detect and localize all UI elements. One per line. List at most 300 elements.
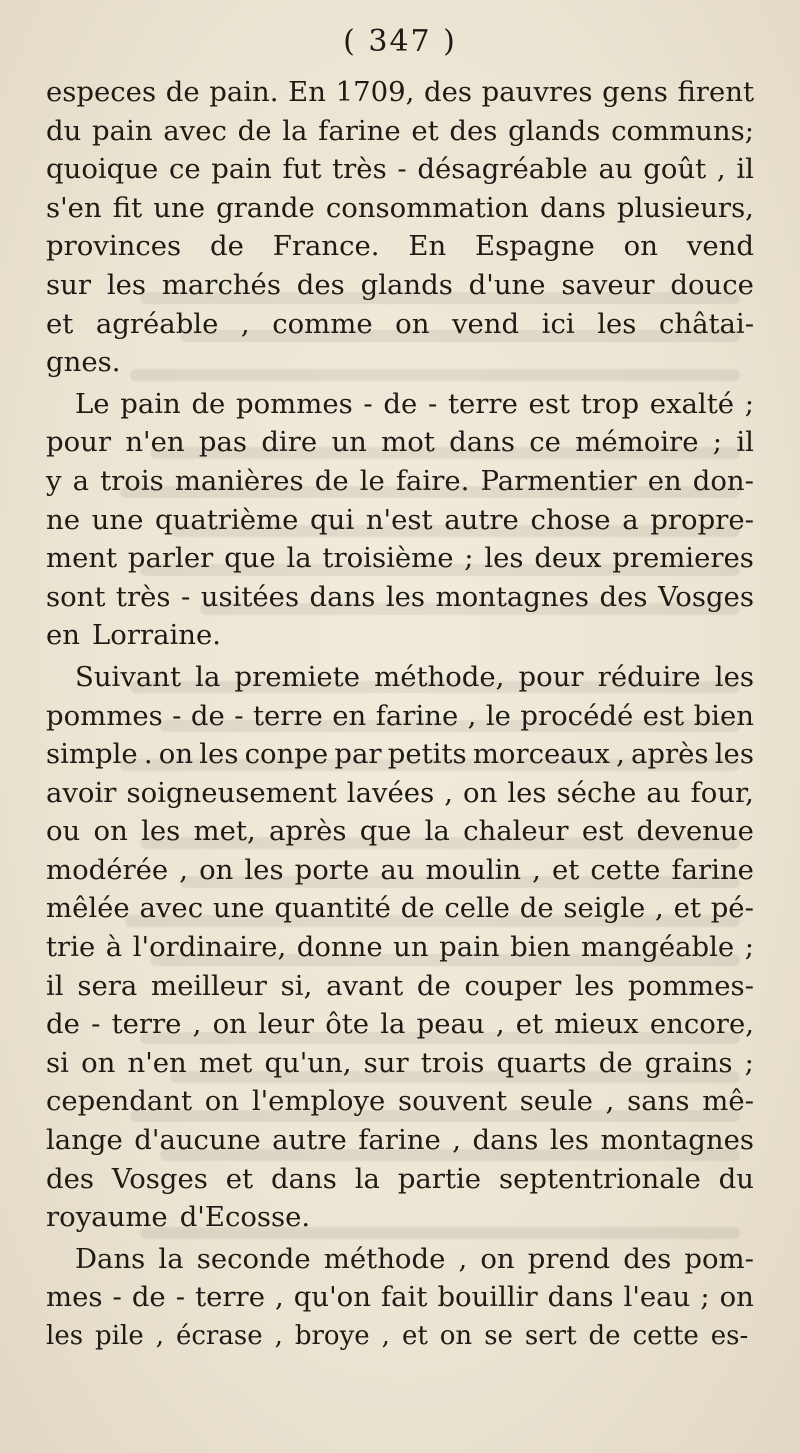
word: conpe: [244, 738, 329, 771]
word: on: [719, 1281, 754, 1314]
word: bien: [693, 699, 754, 732]
word: du: [718, 1162, 754, 1195]
word: farine: [375, 699, 459, 732]
word: communs;: [611, 114, 754, 147]
text-line: [46, 73, 754, 112]
word: cette: [590, 853, 661, 886]
word: s'en: [46, 191, 102, 224]
word: chaleur: [463, 815, 569, 848]
word: goût: [643, 153, 707, 186]
word: au: [598, 153, 633, 186]
word: méthode: [323, 1242, 446, 1275]
word: mê-: [702, 1085, 754, 1118]
word: la: [286, 542, 312, 575]
word: especes: [46, 76, 157, 108]
word: l'employe: [251, 1085, 386, 1118]
word: on: [395, 307, 430, 340]
word: trois: [100, 464, 164, 497]
word: propre-: [650, 503, 754, 536]
word: mieux: [554, 1008, 639, 1041]
word: écrase: [175, 1321, 263, 1351]
word: pain: [211, 153, 272, 186]
word: une: [212, 892, 265, 925]
word: autre: [444, 503, 519, 536]
word: la: [195, 660, 221, 693]
word: gens: [602, 76, 668, 108]
word: terre: [447, 387, 518, 420]
word: premieres: [612, 542, 754, 575]
word: partie: [397, 1162, 482, 1195]
text-line: [46, 851, 754, 890]
word: en: [332, 699, 367, 732]
word: dans: [472, 1124, 539, 1157]
word: cette: [632, 1321, 699, 1351]
word: royaume: [46, 1201, 168, 1234]
word: et: [46, 307, 74, 340]
text-line: [46, 189, 754, 228]
word: les: [141, 815, 181, 848]
word: ,: [179, 853, 189, 886]
word: de: [519, 892, 554, 925]
text-line: [46, 266, 754, 305]
word: chose: [530, 503, 611, 536]
word: de: [237, 114, 272, 147]
word: des: [296, 268, 345, 301]
word: on: [480, 1242, 515, 1275]
word: pom-: [684, 1242, 754, 1275]
word: encore,: [649, 1008, 754, 1041]
word: septentrionale: [498, 1162, 701, 1195]
text-line: [46, 1005, 754, 1044]
word: pain: [120, 387, 181, 420]
text-line: [46, 967, 754, 1006]
word: il: [736, 153, 754, 186]
word: très: [332, 153, 387, 186]
word: -: [91, 1008, 101, 1041]
word: fut: [282, 153, 322, 186]
word: une: [91, 503, 144, 536]
word: sur: [363, 1046, 409, 1079]
word: broye: [294, 1321, 370, 1351]
word: n'en: [127, 1046, 187, 1079]
word: don-: [692, 464, 754, 497]
word: -: [172, 699, 182, 732]
word: ,: [655, 892, 664, 925]
word: du: [46, 114, 82, 147]
body-text: [46, 73, 754, 1356]
word: et: [411, 114, 439, 147]
word: les: [244, 853, 284, 886]
word: les: [106, 268, 146, 301]
word: très: [115, 580, 171, 613]
word: bouillir: [437, 1281, 538, 1314]
word: ,: [532, 853, 541, 886]
word: pauvres: [481, 76, 593, 108]
word: l'ordinaire,: [132, 931, 287, 964]
word: la: [424, 815, 450, 848]
word: pain: [439, 931, 500, 964]
word: plusieurs,: [616, 191, 754, 224]
word: ,: [458, 1242, 468, 1275]
word: farine: [358, 1124, 441, 1157]
text-line: [46, 616, 754, 655]
word: exalté: [649, 387, 735, 420]
word: four,: [690, 776, 754, 809]
word: seule: [519, 1085, 593, 1118]
word: les: [714, 738, 754, 771]
word: on: [199, 853, 234, 886]
text-line: [46, 423, 754, 462]
word: de: [131, 1281, 166, 1314]
text-line: [46, 812, 754, 851]
word: ne: [46, 503, 80, 536]
word: d'Ecosse.: [179, 1201, 311, 1234]
word: met,: [193, 815, 256, 848]
word: avant: [326, 969, 404, 1002]
word: Suivant: [75, 660, 182, 693]
word: d'aucune: [134, 1124, 261, 1157]
word: et: [225, 1162, 254, 1195]
word: le: [359, 464, 385, 497]
word: qu'on: [293, 1281, 371, 1314]
word: farine: [671, 853, 754, 886]
text-line: [46, 343, 754, 382]
word: pile: [95, 1321, 144, 1351]
text-line: [46, 227, 754, 266]
word: de: [191, 387, 226, 420]
word: cependant: [46, 1085, 193, 1118]
word: a: [72, 464, 90, 497]
word: quoique: [46, 153, 159, 186]
word: ,: [616, 738, 625, 771]
word: dans: [547, 1281, 614, 1314]
word: dans: [309, 580, 376, 613]
word: pas: [198, 426, 248, 459]
word: avec: [139, 892, 204, 925]
word: d'une: [468, 268, 546, 301]
word: ,: [274, 1321, 283, 1351]
word: on: [158, 738, 194, 771]
text-line: [46, 928, 754, 967]
word: on: [623, 230, 658, 263]
word: pour: [518, 660, 584, 693]
word: des: [599, 580, 648, 613]
word: troisième: [322, 542, 454, 575]
word: de: [588, 1321, 621, 1351]
word: méthode,: [374, 660, 505, 693]
word: les: [575, 969, 615, 1002]
word: des: [46, 1162, 94, 1195]
page-number: ( 347 ): [343, 24, 457, 59]
word: donne: [296, 931, 383, 964]
word: on: [463, 776, 498, 809]
word: ce: [529, 426, 561, 459]
word: ou: [46, 815, 81, 848]
word: ôte: [325, 1008, 370, 1041]
word: quantité: [274, 892, 391, 925]
word: simple: [46, 738, 138, 771]
word: châtai-: [658, 307, 754, 340]
word: a: [622, 503, 639, 536]
word: les: [549, 1124, 589, 1157]
word: mêlée: [46, 892, 130, 925]
word: petits: [387, 738, 467, 771]
word: lange: [46, 1124, 123, 1157]
word: la: [282, 114, 308, 147]
word: une: [153, 191, 205, 224]
word: un: [331, 426, 367, 459]
word: -: [363, 387, 373, 420]
word: grande: [216, 191, 315, 224]
word: des: [623, 1242, 672, 1275]
word: terre: [111, 1008, 182, 1041]
word: premiete: [234, 660, 360, 693]
word: qu'un,: [264, 1046, 352, 1079]
word: soigneusement: [126, 776, 337, 809]
word: seconde: [196, 1242, 311, 1275]
word: marchés: [161, 268, 281, 301]
word: En: [408, 230, 447, 263]
word: désagréable: [417, 153, 588, 186]
word: es-: [710, 1321, 749, 1351]
word: souvent: [398, 1085, 507, 1118]
word: ,: [495, 1008, 505, 1041]
text-line: [46, 1160, 754, 1199]
word: dire: [261, 426, 318, 459]
word: pain.: [209, 76, 279, 108]
word: ,: [192, 1008, 202, 1041]
word: ce: [168, 153, 201, 186]
word: dans: [271, 1162, 337, 1195]
word: Vosges: [657, 580, 754, 613]
word: Parmentier: [480, 464, 637, 497]
text-line: [46, 385, 754, 424]
word: ,: [444, 776, 453, 809]
word: procédé: [520, 699, 634, 732]
word: modérée: [46, 853, 169, 886]
word: grains: [644, 1046, 733, 1079]
word: -: [175, 1281, 186, 1314]
word: mangéable: [581, 931, 735, 964]
word: farine: [318, 114, 401, 147]
word: un: [393, 931, 429, 964]
word: montagnes: [435, 580, 589, 613]
word: prend: [527, 1242, 611, 1275]
word: saveur: [561, 268, 655, 301]
word: de: [190, 699, 225, 732]
word: Vosges: [111, 1162, 208, 1195]
word: ;: [464, 542, 474, 575]
word: sert: [524, 1321, 577, 1351]
word: les: [484, 542, 524, 575]
text-line: [46, 1317, 754, 1356]
word: agréable: [95, 307, 219, 340]
word: fit: [112, 191, 143, 224]
word: -: [112, 1281, 122, 1314]
word: le: [485, 699, 511, 732]
word: les: [199, 738, 239, 771]
text-line: [46, 462, 754, 501]
paragraph: [46, 73, 754, 382]
word: ,: [155, 1321, 164, 1351]
word: et: [401, 1321, 428, 1351]
word: pé-: [710, 892, 754, 925]
word: en: [46, 619, 80, 652]
word: couper: [464, 969, 562, 1002]
word: ,: [275, 1281, 284, 1314]
word: mes: [46, 1281, 103, 1314]
word: les: [46, 1321, 84, 1351]
word: ,: [240, 307, 250, 340]
word: l'eau: [623, 1281, 691, 1314]
word: ,: [716, 153, 726, 186]
word: Espagne: [475, 230, 595, 263]
word: après: [268, 815, 347, 848]
paragraph: [46, 385, 754, 655]
word: douce: [670, 268, 754, 301]
word: seigle: [563, 892, 646, 925]
word: lavées: [346, 776, 435, 809]
word: les: [714, 660, 754, 693]
word: est: [642, 699, 685, 732]
word: sont: [46, 580, 106, 613]
text-line: [46, 539, 754, 578]
text-line: [46, 1278, 754, 1317]
word: trie: [46, 931, 96, 964]
word: il: [46, 969, 64, 1002]
text-line: [46, 1082, 754, 1121]
word: quarts: [496, 1046, 587, 1079]
word: ,: [381, 1321, 390, 1351]
word: des: [449, 114, 498, 147]
word: dans: [540, 191, 606, 224]
word: trop: [580, 387, 640, 420]
word: usitées: [200, 580, 300, 613]
word: ,: [452, 1124, 461, 1157]
word: de: [46, 1008, 80, 1041]
word: pommes: [46, 699, 163, 732]
paragraph: [46, 658, 754, 1237]
text-line: [46, 774, 754, 813]
word: si: [46, 1046, 69, 1079]
word: ;: [712, 426, 723, 459]
word: gnes.: [46, 346, 121, 379]
word: au: [380, 853, 415, 886]
word: on: [93, 815, 128, 848]
word: celle: [444, 892, 510, 925]
word: n'en: [125, 426, 185, 459]
word: pommes-: [627, 969, 754, 1002]
word: pain: [92, 114, 153, 147]
text-line: [46, 150, 754, 189]
word: sur: [46, 268, 91, 301]
word: parler: [127, 542, 214, 575]
text-line: [46, 697, 754, 736]
word: de: [383, 387, 418, 420]
word: et: [673, 892, 701, 925]
word: se: [484, 1321, 513, 1351]
word: morceaux: [472, 738, 610, 771]
word: les: [507, 776, 547, 809]
word: et: [515, 1008, 544, 1041]
word: 1709,: [335, 76, 415, 108]
word: Dans: [75, 1242, 146, 1275]
word: consommation: [325, 191, 529, 224]
word: pommes: [236, 387, 353, 420]
word: de: [598, 1046, 633, 1079]
word: vend: [686, 230, 754, 263]
word: Lorraine.: [92, 619, 222, 652]
word: après: [631, 738, 709, 771]
word: manières: [174, 464, 304, 497]
word: qui: [310, 503, 355, 536]
word: provinces: [46, 230, 182, 263]
word: de: [165, 76, 200, 108]
word: met: [198, 1046, 253, 1079]
word: et: [551, 853, 580, 886]
text-line: [46, 889, 754, 928]
word: ;: [744, 387, 754, 420]
word: la: [380, 1008, 406, 1041]
paragraph: [46, 1240, 754, 1356]
word: pour: [46, 426, 112, 459]
word: quatrième: [155, 503, 299, 536]
word: -: [234, 699, 244, 732]
word: ;: [744, 1046, 754, 1079]
word: en: [647, 464, 682, 497]
word: sera: [77, 969, 138, 1002]
text-line: [46, 1121, 754, 1160]
word: mémoire: [575, 426, 699, 459]
word: ;: [700, 1281, 710, 1314]
word: leur: [258, 1008, 314, 1041]
word: France.: [272, 230, 380, 263]
word: que: [359, 815, 412, 848]
word: de: [400, 892, 435, 925]
text-line: [46, 1198, 754, 1237]
word: on: [81, 1046, 116, 1079]
word: moulin: [425, 853, 522, 886]
word: est: [581, 815, 624, 848]
word: autre: [272, 1124, 347, 1157]
word: par: [334, 738, 382, 771]
word: la: [354, 1162, 380, 1195]
word: y: [46, 464, 62, 497]
word: deux: [534, 542, 602, 575]
text-line: [46, 735, 754, 774]
word: devenue: [636, 815, 754, 848]
word: au: [646, 776, 681, 809]
word: les: [385, 580, 426, 613]
word: peau: [416, 1008, 485, 1041]
word: on: [439, 1321, 473, 1351]
text-line: [46, 112, 754, 151]
word: terre: [252, 699, 323, 732]
word: -: [180, 580, 191, 613]
word: vend: [451, 307, 520, 340]
word: dans: [449, 426, 515, 459]
word: glands: [360, 268, 453, 301]
word: on: [212, 1008, 247, 1041]
word: terre: [195, 1281, 265, 1314]
word: de: [416, 969, 451, 1002]
word: la: [158, 1242, 184, 1275]
word: ;: [744, 931, 754, 964]
word: Le: [75, 387, 110, 420]
word: séche: [556, 776, 637, 809]
word: glands: [508, 114, 601, 147]
word: de: [314, 464, 349, 497]
